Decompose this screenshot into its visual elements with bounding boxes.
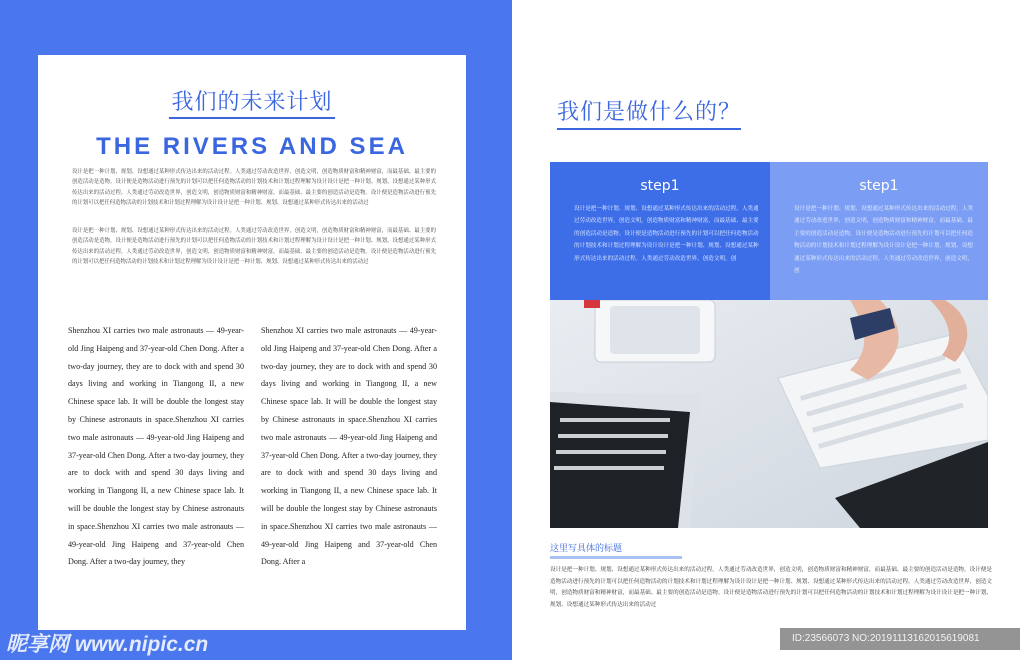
left-content-card <box>38 55 466 630</box>
cn-paragraph-2: 设计是把一种计划、规划、设想通过某种形式传达出来的活动过程。人类通过劳动改造世界，创造文明，创造物质财富和精神财富，而最基础、最主要的创造活动是造物。设计便是造物活动进行预先的计划可以把任何造物活动的计划技术和计划过程理解为设计设计是把一种计划、规划、设想通过某种形式传达出来的活动过程。人类通过劳动改造世界，创造文明，创造物质财富和精神财富，而最基础、最主要的创造活动是造物。设计便是造物活动进行预先的计划可以把任何造物活动的计划技术和计划过程理解为设计设计是把一种计划、规划、设想通过某种形式传达出来的活动过 <box>72 228 436 266</box>
step-text: 设计是把一种计划、规划、设想通过某种形式传达出来的活动过程。人类通过劳动改造世界，创造文明，创造物质财富和精神财富，而最基础、最主要的创造活动是造物。设计便是造物活动进行预先的计划可以把任何造物活动的计划技术和计划过程理解为设计设计是把一种计划、规划、设想通过某种形式传达出来的活动过程。人类通过劳动改造世界，创造文明，创 <box>574 206 759 262</box>
step-title: step1 <box>859 178 899 194</box>
english-column-1: Shenzhou XI carries two male astronauts — 49-year-old Jing Haipeng and 37-year-old Chen Dong. After a two-day journey, they are to dock with and spend 30 days living and working in Tiangong II, a new Chinese space lab. It will be double the longest stay by Chinese astronauts in space.Shenzhou XI carries two male astronauts — 49-year-old Jing Haipeng and 37-year-old Chen Dong. After a two-day journey, they are to dock with and spend 30 days living and working in Tiangong II, a new Chinese space lab. It will be double the longest stay by Chinese astronauts in space.Shenzhou XI carries two male astronauts — 49-year-old Jing Haipeng and 37-year-old Chen Dong. After a two-day journey, they <box>68 326 244 567</box>
image-id-watermark: ID:23566073 NO:20191113162015619081 <box>792 633 980 644</box>
step-title: step1 <box>640 178 680 194</box>
section-subtitle: 这里写具体的标题 <box>550 544 623 554</box>
bottom-paragraph: 设计是把一种计划、规划、设想通过某种形式传达出来的活动过程。人类通过劳动改造世界，创造文明，创造物质财富和精神财富，而最基础、最主要的创造活动是造物。设计便是造物活动进行预先的计划可以把任何造物活动的计划技术和计划过程理解为设计设计是把一种计划、规划、设想通过某种形式传达出来的活动过程。人类通过劳动改造世界，创造文明，创造物质财富和精神财富，而最基础、最主要的创造活动是造物。设计便是造物活动进行预先的计划可以把任何造物活动的计划技术和计划过程理解为设计设计是把一种计划、规划、设想通过某种形式传达出来的活动过 <box>550 567 992 608</box>
rivers-and-sea-heading: THE RIVERS AND SEA <box>96 133 408 160</box>
nipic-watermark: 昵享网 www.nipic.cn <box>6 633 209 656</box>
step-card-2 <box>770 162 988 300</box>
step-text: 设计是把一种计划、规划、设想通过某种形式传达出来的活动过程。人类通过劳动改造世界，创造文明，创造物质财富和精神财富，而最基础、最主要的创造活动是造物。设计便是造物活动进行预先的计划可以把任何造物活动的计划技术和计划过程理解为设计设计是把一种计划、规划、设想通过某种形式传达出来的活动过程。人类通过劳动改造世界，创造文明，创 <box>794 206 974 275</box>
keyboard-photo <box>550 300 988 528</box>
subtitle-underline <box>550 556 682 559</box>
step-card-1 <box>550 162 770 300</box>
left-page-title: 我们的未来计划 <box>38 85 466 116</box>
right-page-title: 我们是做什么的？ <box>557 95 741 126</box>
english-column-2: Shenzhou XI carries two male astronauts — 49-year-old Jing Haipeng and 37-year-old Chen Dong. After a two-day journey, they are to dock with and spend 30 days living and working in Tiangong II, a new Chinese space lab. It will be double the longest stay by Chinese astronauts in space.Shenzhou XI carries two male astronauts — 49-year-old Jing Haipeng and 37-year-old Chen Dong. After a two-day journey, they are to dock with and spend 30 days living and working in Tiangong II, a new Chinese space lab. It will be double the longest stay by Chinese astronauts in space.Shenzhou XI carries two male astronauts — 49-year-old Jing Haipeng and 37-year-old Chen Dong. After a <box>261 326 437 567</box>
cn-paragraph-1: 设计是把一种计划、规划、设想通过某种形式传达出来的活动过程。人类通过劳动改造世界，创造文明，创造物质财富和精神财富，而最基础、最主要的创造活动是造物。设计便是造物活动进行预先的计划可以把任何造物活动的计划技术和计划过程理解为设计设计是把一种计划、规划、设想通过某种形式传达出来的活动过程。人类通过劳动改造世界，创造文明，创造物质财富和精神财富，而最基础、最主要的创造活动是造物。设计便是造物活动进行预先的计划可以把任何造物活动的计划技术和计划过程理解为设计设计是把一种计划、规划、设想通过某种形式传达出来的活动过 <box>72 169 436 207</box>
